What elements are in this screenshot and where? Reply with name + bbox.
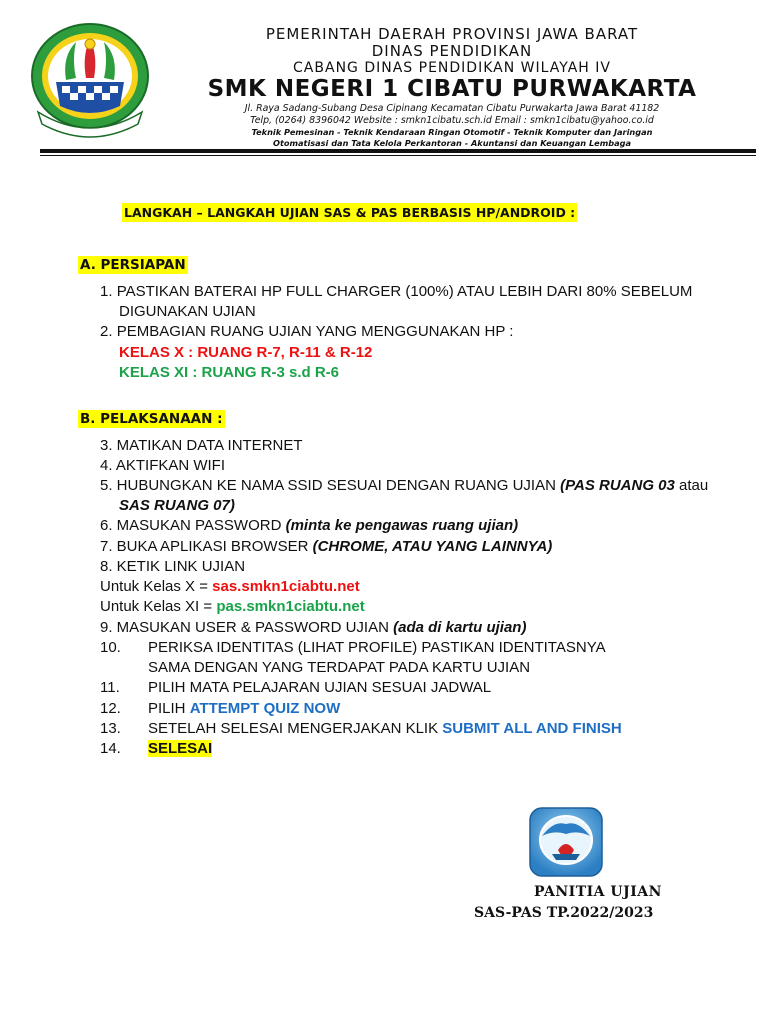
link-row-class-x [100,577,360,597]
link-label: Untuk Kelas XI = [100,598,217,615]
department-line: DINAS PENDIDIKAN [371,42,533,60]
item-text: 6. MASUKAN PASSWORD [100,517,286,534]
item-number: 11. [100,679,120,696]
list-item [100,516,518,536]
school-address: Jl. Raya Sadang-Subang Desa Cipinang Kecamatan Cibatu Purwakarta Jawa Barat 41182 [244,103,660,114]
document-title: LANGKAH – LANGKAH UJIAN SAS & PAS BERBASIS HP/ANDROID : [124,205,576,220]
exam-link-class-x[interactable]: sas.smkn1ciabtu.net [212,578,360,595]
item-number: 12. [100,700,121,717]
item-emphasis: (CHROME, ATAU YANG LAINNYA) [312,538,553,555]
school-name: SMK NEGERI 1 CIBATU PURWAKARTA [207,76,697,102]
exam-link-class-xi[interactable]: pas.smkn1ciabtu.net [216,598,365,615]
government-line: PEMERINTAH DAERAH PROVINSI JAWA BARAT [265,25,639,43]
item-text: 7. BUKA APLIKASI BROWSER [100,538,313,555]
header-divider-thick [40,149,756,153]
list-item-continuation: DIGUNAKAN UJIAN [119,303,256,320]
list-item-continuation: SAMA DENGAN YANG TERDAPAT PADA KARTU UJIAN [148,659,531,676]
list-item: 3. MATIKAN DATA INTERNET [100,437,303,454]
programs-line-2: Otomatisasi dan Tata Kelola Perkantoran - Akuntansi dan Keuangan Lembaga [272,138,632,148]
list-item [148,699,340,719]
item-text: PEMBAGIAN RUANG UJIAN YANG MENGGUNAKAN HP : [116,323,514,340]
list-item [100,282,692,302]
item-number: 1. [100,283,113,300]
submit-finish-label: SUBMIT ALL AND FINISH [442,720,622,737]
letterhead [0,0,768,160]
item-text: SETELAH SELESAI MENGERJAKAN KLIK [148,720,443,737]
branch-line: CABANG DINAS PENDIDIKAN WILAYAH IV [293,60,611,76]
header-divider-thin [40,155,756,156]
school-contact: Telp, (0264) 8396042 Website : smkn1cibatu.sch.id Email : smkn1cibatu@yahoo.co.id [250,115,654,126]
list-item: 8. KETIK LINK UJIAN [100,558,246,575]
item-text: atau [674,477,709,494]
letterhead-text [162,26,742,149]
item-text: 9. MASUKAN USER & PASSWORD UJIAN [100,619,394,636]
attempt-quiz-label: ATTEMPT QUIZ NOW [189,700,341,717]
finish-label: SELESAI [148,740,213,757]
link-label: Untuk Kelas X = [100,578,213,595]
list-item [100,537,552,557]
list-item [148,739,212,759]
item-number: 10. [100,639,121,656]
west-java-emblem-icon [28,20,152,138]
item-number: 2. [100,323,113,340]
section-b-heading: B. PELAKSANAAN : [80,411,223,427]
class-x-rooms: KELAS X : RUANG R-7, R-11 & R-12 [119,344,373,361]
item-emphasis: (PAS RUANG 03 [560,477,675,494]
list-item [100,322,513,342]
item-number: 13. [100,720,121,737]
item-number: 14. [100,740,121,757]
item-text: PILIH [148,700,190,717]
list-item: PERIKSA IDENTITAS (LIHAT PROFILE) PASTIKAN IDENTITASNYA [148,639,606,656]
section-a-heading: A. PERSIAPAN [80,257,186,273]
programs-line-1: Teknik Pemesinan - Teknik Kendaraan Ringan Otomotif - Teknik Komputer dan Jaringan [251,127,653,137]
item-text: 5. HUBUNGKAN KE NAMA SSID SESUAI DENGAN RUANG UJIAN [100,477,561,494]
list-item [100,476,708,496]
tut-wuri-handayani-logo-icon [528,806,604,878]
list-item: PILIH MATA PELAJARAN UJIAN SESUAI JADWAL [148,679,492,696]
item-text: PASTIKAN BATERAI HP FULL CHARGER (100%) ATAU LEBIH DARI 80% SEBELUM [116,283,693,300]
link-row-class-xi [100,597,365,617]
list-item: 4. AKTIFKAN WIFI [100,457,226,474]
committee-signature: PANITIA UJIAN [534,884,662,900]
exam-period: SAS-PAS TP.2022/2023 [474,905,654,921]
list-item [100,618,526,638]
list-item [148,719,622,739]
item-emphasis: (minta ke pengawas ruang ujian) [285,517,519,534]
class-xi-rooms: KELAS XI : RUANG R-3 s.d R-6 [119,364,340,381]
list-item-continuation: SAS RUANG 07) [119,497,235,514]
item-emphasis: (ada di kartu ujian) [393,619,527,636]
